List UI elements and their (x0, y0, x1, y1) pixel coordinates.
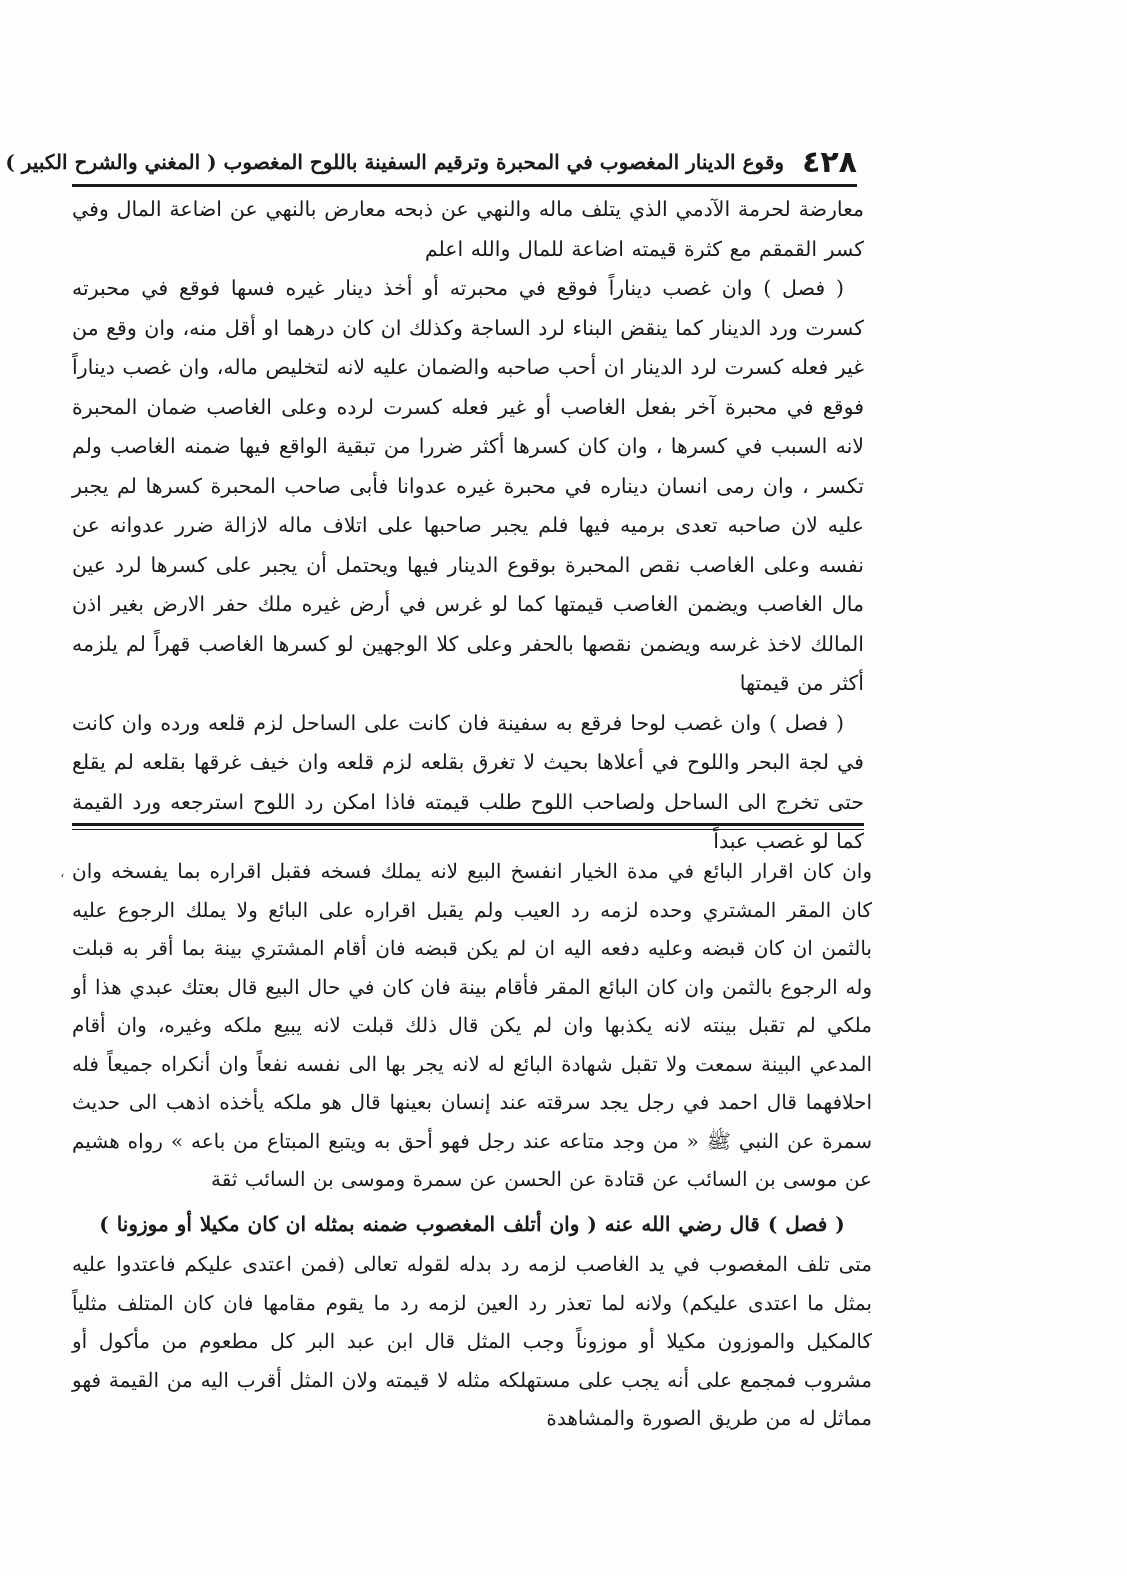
paragraph: معارضة لحرمة الآدمي الذي يتلف ماله والنهي عن ذبحه معارض بالنهي عن اضاعة المال وفي كسر القمقم مع كثرة قيمته اضاعة للمال والله اعلم (72, 197, 864, 261)
section-heading: ( فصل ) قال رضي الله عنه ( وان أتلف المغصوب ضمنه بمثله ان كان مكيلا أو موزونا ) (99, 1211, 845, 1236)
page-header (5, 140, 857, 184)
paragraph: ( فصل ) وان غصب ديناراً فوقع في محبرته أو أخذ دينار غيره فسها فوقع في محبرته كسرت ورد الدينار كما ينقض البناء لرد الساجة وكذلك ان كان درهما او أقل منه، وان وقع من غير فعله كسرت لرد الدينار ان أحب صاحبه والضمان عليه لانه لتخليص ماله، وان غصب ديناراً فوقع في محبرة آخر بفعل الغاصب أو غير فعله كسرت لرده وعلى الغاصب ضمان المحبرة لانه السبب في كسرها ، وان كان كسرها أكثر ضررا من تبقية الواقع فيها ضمنه الغاصب ولم تكسر ، وان رمى انسان ديناره في محبرة غيره عدوانا فأبى صاحب المحبرة كسرها لم يجبر عليه لان صاحبه تعدى برميه فيها فلم يجبر صاحبها على اتلاف ماله لازالة ضرر عدوانه عن نفسه وعلى الغاصب نقص المحبرة بوقوع الدينار فيها ويحتمل أن يجبر على كسرها لرد عين مال الغاصب ويضمن الغاصب قيمتها كما لو غرس في أرض غيره ملك حفر الارض بغير اذن المالك لاخذ غرسه ويضمن نقصها بالحفر وعلى كلا الوجهين لو كسرها الغاصب قهراً لم يلزمه أكثر من قيمتها (72, 276, 864, 695)
paragraph: متى تلف المغصوب في يد الغاصب لزمه رد بدله لقوله تعالى (فمن اعتدى عليكم فاعتدوا عليه بمثل ما اعتدى عليكم) ولانه لما تعذر رد العين لزمه رد ما يقوم مقامها فان كان المتلف مثلياً كالمكيل والموزون مكيلا أو موزوناً وجب المثل قال ابن عبد البر كل مطعوم من مأكول أو مشروب فمجمع على أنه يجب على مستهلكه مثله لا قيمته ولان المثل أقرب اليه من القيمة فهو مماثل له من طريق الصورة والمشاهدة (72, 1252, 872, 1430)
upper-text-block (72, 190, 864, 853)
page-number: ٤٢٨ (802, 144, 857, 180)
paragraph: وان كان اقرار البائع في مدة الخيار انفسخ البيع لانه يملك فسخه فقبل اقراره بما يفسخه وان كان المقر المشتري وحده لزمه رد العيب ولم يقبل اقراره على البائع ولا يملك الرجوع عليه بالثمن ان كان قبضه وعليه دفعه اليه ان لم يكن قبضه فان أقام المشتري بينة بما أقر به قبلت وله الرجوع بالثمن وان كان البائع المقر فأقام بينة فان كان في حال البيع قال بعتك عبدي هذا أو ملكي لم تقبل بينته لانه يكذبها وان لم يكن قال ذلك قبلت لانه يبيع ملكه وغيره، وان أقام المدعي البينة سمعت ولا تقبل شهادة البائع له لانه يجر بها الى نفسه نفعاً وان أنكراه جميعاً فله احلافهما قال احمد في رجل يجد سرقته عند إنسان بعينها قال هو ملكه يأخذه اذهب الى حديث سمرة عن النبي ﷺ « من وجد متاعه عند رجل فهو أحق به ويتبع المبتاع من باعه » رواه هشيم عن موسى بن السائب عن قتادة عن الحسن عن سمرة وموسى بن السائب ثقة (72, 859, 872, 1191)
margin-mark: ، (60, 865, 65, 881)
running-title: وقوع الدينار المغصوب في المحبرة وترقيم السفينة باللوح المغصوب ( المغني والشرح الكبير ) (5, 150, 785, 174)
header-rule (72, 184, 857, 187)
lower-text-block (72, 852, 872, 1502)
section-divider (72, 823, 864, 830)
paragraph: ( فصل ) وان غصب لوحا فرقع به سفينة فان كانت على الساحل لزم قلعه ورده وان كانت في لجة البحر واللوح في أعلاها بحيث لا تغرق بقلعه لزم قلعه وان خيف غرقها بقلعه لم يقلع حتى تخرج الى الساحل ولصاحب اللوح طلب قيمته فاذا امكن رد اللوح استرجعه ورد القيمة كما لو غصب عبداً (72, 710, 864, 853)
